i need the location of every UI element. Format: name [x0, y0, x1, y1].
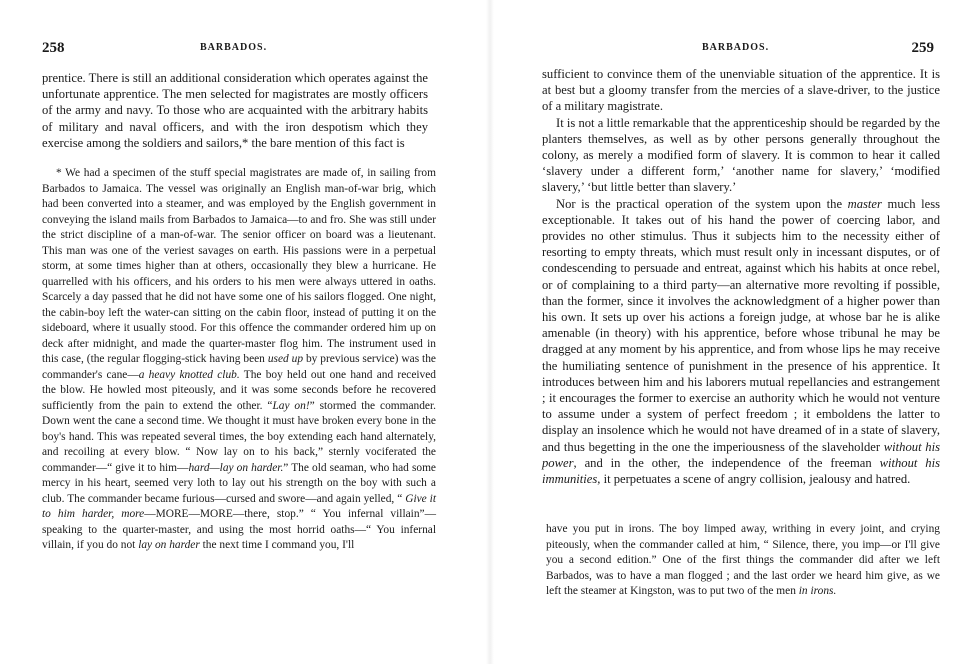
- paragraph-italic: without his power: [542, 439, 940, 470]
- footnote-italic: lay on harder: [138, 539, 200, 551]
- right-page: [492, 0, 980, 664]
- paragraph-text: much less exceptionable. It takes out of his hand the power of coercing labor, and provides no other stimulus. Thus it subjects him to the necessity either of resorting to empty threats, which must result only in incessant disputes, or of condescending to persuade and entreat, against which his habits at once rebel, or of complaining to a third party—an alternative more revolting if possible, than the former, since it involves the acknowledgment of a higher power than his own. It sets up over his actions a foreign judge, at whose bar he is alike amenable (in theory) with his apprentice, before whose tribunal he may be dragged at any moment by his apprentice, and from whose lips he may receive the humiliating sentence of punishment in the presence of his apprentice. It introduces between him and his laborers mutual repellancies and estrangement ; it encourages the former to exercise an authority which he would not venture to assume under a system of perfect freedom ; it emboldens the latter to display an insolence which he would not have dreamed of in a state of slavery, and thus begetting in the one the imperiousness of the slaveholder: [542, 196, 940, 454]
- paragraph-italic: master: [847, 196, 882, 211]
- left-footnote: [42, 166, 436, 554]
- main-paragraph: It is not a little remarkable that the apprenticeship should be regarded by the planters themselves, as well as by other persons generally throughout the colony, as merely a modified form of slavery. It is common to hear it called ‘slavery under a different form,’ ‘another name for slavery,’ ‘modified slavery,’ ‘but little better than slavery.’: [542, 115, 940, 195]
- left-main-text: [42, 70, 428, 151]
- main-paragraph: sufficient to convince them of the unenviable situation of the apprentice. It is at best but a gloomy transfer from the mercies of a slave-driver, to the justice of a military magistrate.: [542, 67, 940, 114]
- footnote-italic: used up: [267, 353, 304, 365]
- running-head: BARBADOS.: [702, 42, 770, 53]
- left-page: [0, 0, 488, 664]
- footnote-text: The boy held out one hand and received the blow. He howled most piteously, and it was some seconds before he recovered sufficiently from the pain to extend the other. “: [42, 368, 436, 412]
- footnote-italic: in irons.: [798, 585, 837, 597]
- right-main-text: [542, 66, 940, 487]
- page-number: 259: [911, 40, 934, 56]
- footnote-text: by previous service) was the commander's cane—: [42, 353, 436, 381]
- footnote-italic: Lay on!: [272, 399, 310, 412]
- footnote-italic: Give it to him harder, more: [42, 492, 436, 520]
- left-page-header: [42, 38, 472, 58]
- footnote-text: ” The old seaman, who had some mercy in his heart, seemed very loth to lay out his strength on the boy with such a club. The commander became furious—cursed and swore—and again yelled, “: [42, 461, 436, 505]
- right-page-header: [492, 38, 940, 58]
- main-paragraph: prentice. There is still an additional consideration which operates against the unfortunate apprentice. The men selected for magistrates are mostly officers of the army and navy. To those who are acquainted with the arbitrary habits of military and naval officers, and with the iron despotism which they exercise among the soldiers and sailors,* the bare mention of this fact is: [42, 71, 428, 150]
- page-number: 258: [42, 40, 65, 56]
- running-head: BARBADOS.: [200, 42, 268, 53]
- paragraph-text: , it perpetuates a scene of angry collision, jealousy and hatred.: [597, 472, 911, 487]
- footnote-text: ” stormed the commander. Down went the cane a second time. We thought it must have broken every bone in the boy's hand. This was repeated several times, the boy extending each hand alternately, and recoiling at every blow. “ Now lay on to his back,” sternly vociferated the commander—“ give it to him—: [42, 399, 437, 474]
- footnote-italic: a heavy knotted club.: [138, 368, 240, 381]
- paragraph-italic: without his immunities: [542, 455, 940, 487]
- paragraph-text: Nor is the practical operation of the system upon the: [556, 196, 848, 211]
- footnote-paragraph: [546, 522, 940, 600]
- main-paragraph: [542, 196, 940, 488]
- footnote-text: have you put in irons. The boy limped away, writhing in every joint, and crying piteously, when the commander called at him, “ Silence, there, you imp—or I'll give you a second edition.” One of the first things the commander did after we left Barbados, was to have a man flogged ; and the last order we heard him give, as we left the steamer at Kingston, was to put two of the men: [546, 523, 940, 597]
- footnote-text: * We had a specimen of the stuff special magistrates are made of, in sailing from Barbados to Jamaica. The vessel was originally an English man-of-war brig, which had been converted into a steamer, and was employed by the English government in conveying the island mails from Barbados to Jamaica—to and fro. She was still under the strict discipline of a man-of-war. The senior officer on board was a lieutenant. This man was one of the veriest savages on earth. His passions were in a perpetual storm, at some times higher than at others, occasionally they blew a hurricane. He quarrelled with his officers, and his orders to his men were always uttered in oaths. Scarcely a day passed that he did not have some one of his sailors flogged. One night, the cabin-boy left the water-can sitting on the cabin floor, instead of putting it on the sideboard, where it usually stood. For this offence the commander ordered him up on deck after midnight, and made the quarter-master flog him. The instrument used in this case, (the regular flogging-stick having been: [42, 167, 436, 365]
- footnote-text: the next time I command you, I'll: [199, 539, 355, 551]
- footnote-text: —MORE—MORE—there, stop.” “ You infernal villain”—speaking to the quarter-master, and using the most horrid oaths—“ You infernal villain, if you do not: [42, 508, 436, 551]
- paragraph-text: , and in the other, the independence of the freeman: [573, 455, 880, 470]
- footnote-paragraph: [42, 166, 436, 554]
- footnote-italic: hard—lay on harder.: [188, 461, 284, 474]
- right-footnote: [546, 522, 940, 600]
